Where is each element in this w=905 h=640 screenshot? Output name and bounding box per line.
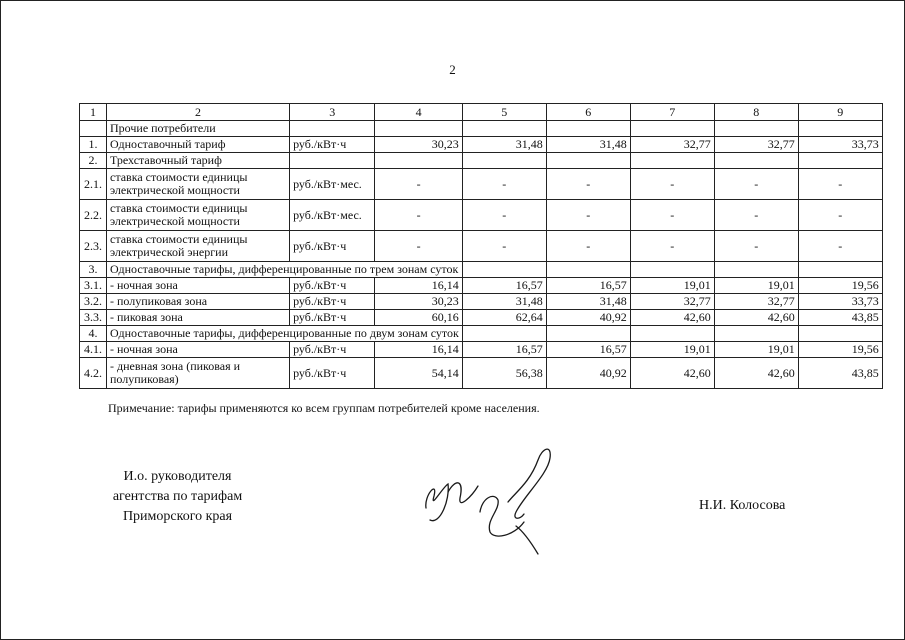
row-number: 3.2. [80, 294, 107, 310]
signer-position-line: агентства по тарифам [112, 489, 243, 504]
tariff-value: 16,57 [546, 278, 630, 294]
column-number-header: 7 [630, 104, 714, 121]
unit-cell: руб./кВт·ч [290, 278, 375, 294]
column-number-header: 3 [290, 104, 375, 121]
tariff-name: Одноставочный тариф [107, 137, 290, 153]
tariff-value: 19,56 [798, 342, 882, 358]
table-row [80, 137, 883, 153]
column-number-header: 1 [80, 104, 107, 121]
tariff-value: 40,92 [546, 310, 630, 326]
empty-cell [546, 153, 630, 169]
table-row [80, 200, 883, 231]
tariff-value: 19,01 [714, 342, 798, 358]
tariff-name: Трехставочный тариф [107, 153, 290, 169]
tariff-value: 19,56 [798, 278, 882, 294]
tariff-value: 19,01 [714, 278, 798, 294]
column-number-header: 8 [714, 104, 798, 121]
signer-position-line: И.о. руководителя [123, 469, 232, 484]
tariff-value: - [714, 169, 798, 200]
group-title: Прочие потребители [107, 121, 290, 137]
tariff-value: 31,48 [462, 294, 546, 310]
signer-position [80, 467, 275, 527]
unit-cell: руб./кВт·ч [290, 137, 375, 153]
column-number-header: 9 [798, 104, 882, 121]
empty-cell [714, 326, 798, 342]
tariff-name: - ночная зона [107, 342, 290, 358]
empty-cell [462, 153, 546, 169]
tariff-value: 31,48 [546, 137, 630, 153]
empty-cell [630, 153, 714, 169]
tariff-name: - дневная зона (пиковая и полупиковая) [107, 358, 290, 389]
tariff-name: - полупиковая зона [107, 294, 290, 310]
tariff-value: - [798, 169, 882, 200]
column-number-header: 5 [462, 104, 546, 121]
tariff-value: - [630, 231, 714, 262]
tariff-value: - [462, 200, 546, 231]
tariff-value: 30,23 [375, 294, 462, 310]
signer-position-line: Приморского края [122, 509, 233, 524]
group-title-row [80, 121, 883, 137]
tariff-value: - [546, 231, 630, 262]
section-row [80, 326, 883, 342]
unit-cell: руб./кВт·ч [290, 342, 375, 358]
tariff-value: 42,60 [714, 358, 798, 389]
table-row [80, 169, 883, 200]
unit-cell: руб./кВт·мес. [290, 200, 375, 231]
tariff-value: 16,57 [462, 278, 546, 294]
tariff-table [79, 103, 883, 389]
tariff-value: - [375, 169, 462, 200]
unit-cell: руб./кВт·ч [290, 294, 375, 310]
row-number: 3.3. [80, 310, 107, 326]
tariff-name: ставка стоимости единицы электрической энергии [107, 231, 290, 262]
tariff-value: 16,14 [375, 342, 462, 358]
tariff-value: 43,85 [798, 310, 882, 326]
row-number: 2.2. [80, 200, 107, 231]
row-number: 4. [80, 326, 107, 342]
tariff-value: - [630, 200, 714, 231]
tariff-value: 42,60 [630, 358, 714, 389]
tariff-value: - [630, 169, 714, 200]
empty-cell [798, 153, 882, 169]
tariff-value: - [714, 231, 798, 262]
tariff-value: - [375, 231, 462, 262]
table-row [80, 358, 883, 389]
tariff-value: - [546, 169, 630, 200]
tariff-value: - [798, 231, 882, 262]
tariff-value: 16,14 [375, 278, 462, 294]
tariff-value: 32,77 [630, 294, 714, 310]
tariff-value: - [546, 200, 630, 231]
tariff-value: 32,77 [714, 294, 798, 310]
table-row [80, 342, 883, 358]
row-number: 4.1. [80, 342, 107, 358]
column-number-header: 4 [375, 104, 462, 121]
handwritten-signature [420, 440, 590, 560]
tariff-name: - пиковая зона [107, 310, 290, 326]
tariff-value: 16,57 [462, 342, 546, 358]
tariff-value: 40,92 [546, 358, 630, 389]
unit-cell: руб./кВт·ч [290, 358, 375, 389]
empty-cell [546, 326, 630, 342]
section-title: Одноставочные тарифы, дифференцированные по трем зонам суток [107, 262, 463, 278]
column-number-header: 2 [107, 104, 290, 121]
row-number: 1. [80, 137, 107, 153]
tariff-value: 33,73 [798, 294, 882, 310]
empty-cell [462, 262, 546, 278]
table-row [80, 278, 883, 294]
tariff-value: 30,23 [375, 137, 462, 153]
empty-cell [798, 326, 882, 342]
table-row [80, 310, 883, 326]
empty-cell [546, 262, 630, 278]
tariff-value: - [375, 200, 462, 231]
tariff-value: - [798, 200, 882, 231]
tariff-value: - [714, 200, 798, 231]
table-row [80, 231, 883, 262]
table-row [80, 294, 883, 310]
tariff-value: 19,01 [630, 342, 714, 358]
unit-cell: руб./кВт·ч [290, 310, 375, 326]
section-row [80, 262, 883, 278]
tariff-value: - [462, 231, 546, 262]
table-header-row [80, 104, 883, 121]
table-note: Примечание: тарифы применяются ко всем группам потребителей кроме населения. [108, 401, 540, 415]
tariff-value: 54,14 [375, 358, 462, 389]
row-number: 2.1. [80, 169, 107, 200]
tariff-value: 16,57 [546, 342, 630, 358]
tariff-name: - ночная зона [107, 278, 290, 294]
unit-cell: руб./кВт·ч [290, 231, 375, 262]
tariff-value: - [462, 169, 546, 200]
tariff-name: ставка стоимости единицы электрической мощности [107, 169, 290, 200]
empty-cell [798, 262, 882, 278]
row-number: 3. [80, 262, 107, 278]
tariff-value: 33,73 [798, 137, 882, 153]
tariff-value: 62,64 [462, 310, 546, 326]
empty-cell [462, 326, 546, 342]
tariff-value: 43,85 [798, 358, 882, 389]
section-row [80, 153, 883, 169]
empty-cell [630, 326, 714, 342]
tariff-value: 42,60 [630, 310, 714, 326]
tariff-value: 31,48 [462, 137, 546, 153]
tariff-value: 31,48 [546, 294, 630, 310]
row-number: 3.1. [80, 278, 107, 294]
page-number: 2 [449, 62, 456, 77]
section-title: Одноставочные тарифы, дифференцированные по двум зонам суток [107, 326, 463, 342]
empty-cell [714, 153, 798, 169]
row-number: 4.2. [80, 358, 107, 389]
row-number: 2.3. [80, 231, 107, 262]
tariff-value: 32,77 [714, 137, 798, 153]
unit-cell: руб./кВт·мес. [290, 169, 375, 200]
tariff-name: ставка стоимости единицы электрической мощности [107, 200, 290, 231]
empty-cell [290, 153, 375, 169]
empty-cell [714, 262, 798, 278]
tariff-value: 32,77 [630, 137, 714, 153]
empty-cell [375, 153, 462, 169]
tariff-value: 56,38 [462, 358, 546, 389]
tariff-value: 60,16 [375, 310, 462, 326]
tariff-value: 19,01 [630, 278, 714, 294]
empty-cell [630, 262, 714, 278]
row-number: 2. [80, 153, 107, 169]
signer-name: Н.И. Колосова [699, 498, 786, 513]
column-number-header: 6 [546, 104, 630, 121]
tariff-value: 42,60 [714, 310, 798, 326]
